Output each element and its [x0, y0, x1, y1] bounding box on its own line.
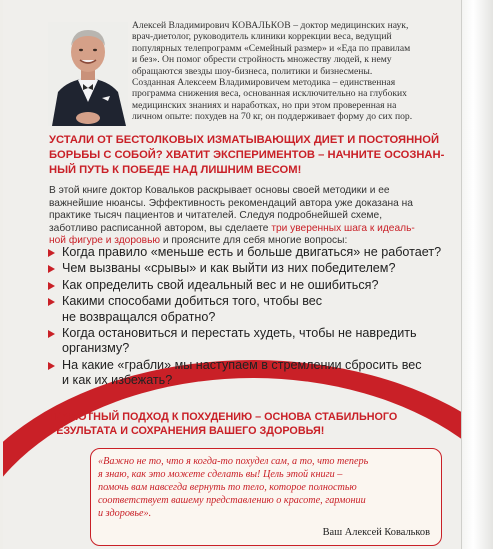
- bio-line: обращаются звезды шоу-бизнеса, политики и бизнесмены.: [132, 65, 373, 77]
- quote-line: соответствует вашему представлению о красоте, гармонии: [98, 495, 366, 506]
- question-text: и как их избежать?: [62, 373, 173, 388]
- question-text: не возвращался обратно?: [62, 309, 216, 324]
- intro-line: В этой книге доктор Ковальков раскрывает основы своей методики и ее: [49, 185, 390, 196]
- bio-line: медицинских знаниях и наработках, но при этом проверенная на: [132, 99, 397, 111]
- question-item: [48, 294, 458, 325]
- question-text: Какими способами добиться того, чтобы вес: [62, 294, 323, 309]
- red-triangle-bullet-icon: [48, 298, 55, 306]
- question-text: На какие «грабли» мы наступаем в стремлении сбросить вес: [62, 357, 422, 372]
- bio-line: [132, 20, 450, 31]
- headline-line: УСТАЛИ ОТ БЕСТОЛКОВЫХ ИЗМАТЫВАЮЩИХ ДИЕТ И ПОСТОЯННОЙ: [49, 134, 439, 146]
- quote-line: помочь вам навсегда вернуть то тело, которое полностью: [98, 482, 357, 493]
- quote-line: я знаю, как это можете сделать вы! Цель этой книги –: [98, 469, 343, 480]
- intro-text: и проясните для себя многие вопросы:: [160, 235, 348, 247]
- question-item: [48, 278, 458, 293]
- headline-line: НЫЙ ПУТЬ К ПОБЕДЕ НАД ЛИШНИМ ВЕСОМ!: [49, 164, 302, 176]
- conclusion: [49, 410, 453, 438]
- bio-line: и без». Он помог обрести стройность множеству людей, к нему: [132, 54, 392, 66]
- question-text: организму?: [62, 341, 130, 356]
- intro-paragraph: [49, 185, 451, 248]
- question-text: Чем вызваны «срывы» и как выйти из них победителем?: [62, 261, 396, 276]
- book-spine: [461, 0, 493, 549]
- question-item: [48, 326, 458, 357]
- author-name: Алексей Владимирович: [132, 20, 232, 31]
- quote-signature: Ваш Алексей Ковальков: [322, 527, 430, 538]
- red-triangle-bullet-icon: [48, 282, 55, 290]
- question-text: Когда остановиться и перестать худеть, чтобы не навредить: [62, 326, 417, 341]
- red-triangle-bullet-icon: [48, 330, 55, 338]
- question-item: [48, 245, 458, 260]
- bio-text: – доктор медицинских наук,: [290, 20, 409, 31]
- conclusion-line: РЕЗУЛЬТАТА И СОХРАНЕНИЯ ВАШЕГО ЗДОРОВЬЯ!: [49, 425, 325, 437]
- quote-line: «Важно не то, что я когда-то похудел сам, а то, что теперь: [98, 456, 369, 467]
- question-item: [48, 261, 458, 276]
- question-list: [48, 245, 458, 390]
- bio-line: личном опыте: похудев на 70 кг, он поддерживает форму до сих пор.: [132, 111, 413, 123]
- bio-line: программа снижения веса, основанная исключительно на глубоких: [132, 88, 407, 100]
- intro-line: важнейшие нюансы. Эффективность рекомендаций автора уже доказана на: [49, 197, 413, 209]
- bio-line: врач-диетолог, руководитель клиники коррекции веса, ведущий: [132, 31, 392, 43]
- intro-line: [49, 223, 451, 236]
- intro-highlight: ной фигуре и здоровью: [49, 235, 161, 247]
- question-item: [48, 358, 458, 389]
- author-quote: [98, 455, 432, 520]
- conclusion-line: ГРАМОТНЫЙ ПОДХОД К ПОХУДЕНИЮ – ОСНОВА СТАБИЛЬНОГО: [49, 411, 398, 423]
- author-bio: [132, 20, 450, 123]
- red-triangle-bullet-icon: [48, 249, 55, 257]
- bio-line: популярных телепрограмм «Семейный размер» и «Еда по правилам: [132, 42, 411, 54]
- headline-line: БОРЬБЫ С СОБОЙ? ХВАТИТ ЭКСПЕРИМЕНТОВ – НАЧНИТЕ ОСОЗНАН-: [49, 149, 445, 161]
- intro-highlight: три уверенных шага к идеаль-: [271, 222, 415, 234]
- red-triangle-bullet-icon: [48, 265, 55, 273]
- bio-line: Созданная Алексеем Владимировичем методика – единственная: [132, 77, 396, 89]
- author-surname: КОВАЛЬКОВ: [231, 20, 291, 31]
- intro-line: практике тысяч пациентов и читателей. Следуя подробнейшей схеме,: [49, 210, 383, 222]
- intro-text: заботливо расписанной автором, вы сделаете: [49, 222, 272, 234]
- question-text: Когда правило «меньше есть и больше двигаться» не работает?: [62, 245, 442, 259]
- question-text: Как определить свой идеальный вес и не ошибиться?: [62, 277, 379, 292]
- red-triangle-bullet-icon: [48, 362, 55, 370]
- headline: [49, 133, 453, 178]
- quote-line: и здоровье».: [98, 508, 152, 519]
- author-photo: [48, 22, 128, 126]
